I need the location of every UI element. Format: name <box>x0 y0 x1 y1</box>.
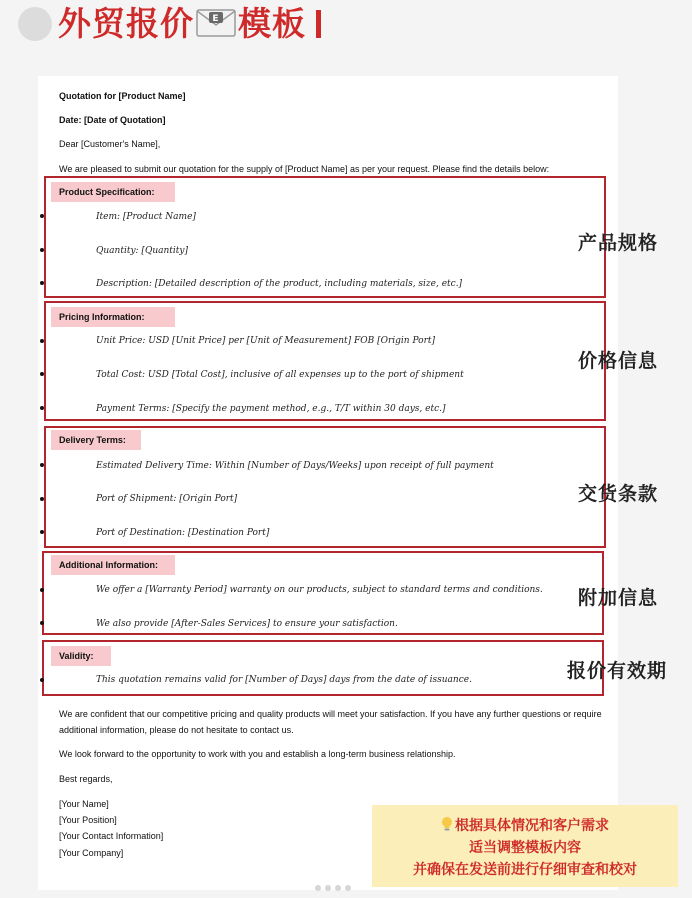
doc-intro: We are pleased to submit our quotation for the supply of [Product Name] as per your request. Please find the details below: <box>59 164 550 174</box>
doc-date: Date: [Date of Quotation] <box>59 115 166 125</box>
doc-regards: Best regards, <box>59 774 113 784</box>
side-label-delivery: 交货条款 <box>578 484 659 505</box>
tip-line-1 <box>372 814 678 836</box>
page-dot[interactable] <box>335 885 341 891</box>
list-item: Estimated Delivery Time: Within [Number of Days/Weeks] upon receipt of full payment <box>96 461 494 471</box>
bullet <box>40 621 44 625</box>
bullet <box>40 497 44 501</box>
list-item: Port of Destination: [Destination Port] <box>96 528 270 538</box>
section-heading-validity: Validity: <box>51 646 111 666</box>
tip-line-2: 适当调整模板内容 <box>469 839 581 855</box>
tip-note <box>372 805 678 887</box>
bullet <box>40 248 44 252</box>
bullet <box>40 678 44 682</box>
section-box-validity <box>42 640 604 696</box>
page-indicator[interactable] <box>315 882 375 894</box>
title-circle-decoration <box>18 7 52 41</box>
list-item: We also provide [After-Sales Services] to ensure your satisfaction. <box>96 619 398 629</box>
lightbulb-icon <box>441 816 453 832</box>
doc-heading: Quotation for [Product Name] <box>59 91 186 101</box>
list-item: Total Cost: USD [Total Cost], inclusive of all expenses up to the port of shipment <box>96 370 464 380</box>
signature-name: [Your Name] <box>59 799 109 809</box>
list-item: Quantity: [Quantity] <box>96 246 188 256</box>
side-label-additional: 附加信息 <box>578 588 659 609</box>
page-dot[interactable] <box>345 885 351 891</box>
bullet <box>40 214 44 218</box>
list-item: Port of Shipment: [Origin Port] <box>96 494 238 504</box>
section-heading-pricing: Pricing Information: <box>51 307 175 327</box>
section-heading-additional: Additional Information: <box>51 555 175 575</box>
bullet <box>40 588 44 592</box>
title-bar-decoration <box>316 10 321 38</box>
bullet <box>40 339 44 343</box>
quotation-document <box>38 76 618 890</box>
list-item: Item: [Product Name] <box>96 212 196 222</box>
title-text-part1: 外贸报价 <box>58 5 194 42</box>
doc-closing-paragraph: We are confident that our competitive pricing and quality products will meet your satisfaction. If you have any further questions or require additional information, please do not hesitate to contact us. <box>59 709 602 735</box>
side-label-validity: 报价有效期 <box>567 661 668 682</box>
list-item: Unit Price: USD [Unit Price] per [Unit of Measurement] FOB [Origin Port] <box>96 336 435 346</box>
doc-greeting: Dear [Customer's Name], <box>59 139 161 149</box>
tip-line-3: 并确保在发送前进行仔细审查和校对 <box>413 861 637 877</box>
bullet <box>40 406 44 410</box>
side-label-product-spec: 产品规格 <box>578 233 659 254</box>
svg-text:E: E <box>212 14 220 24</box>
page-dot[interactable] <box>325 885 331 891</box>
bullet <box>40 281 44 285</box>
list-item: This quotation remains valid for [Number of Days] days from the date of issuance. <box>96 675 472 685</box>
page-title-area <box>14 2 614 46</box>
list-item: Payment Terms: [Specify the payment method, e.g., T/T within 30 days, etc.] <box>96 404 446 414</box>
side-label-pricing: 价格信息 <box>578 351 659 372</box>
bullet <box>40 372 44 376</box>
tip-text-1: 根据具体情况和客户需求 <box>455 817 609 833</box>
page-title <box>58 2 321 46</box>
section-heading-product-spec: Product Specification: <box>51 182 175 202</box>
doc-closing-paragraph-2: We look forward to the opportunity to work with you and establish a long-term business relationship. <box>59 749 456 759</box>
list-item: Description: [Detailed description of the product, including materials, size, etc.] <box>96 279 463 289</box>
title-text-part2: 模板 <box>238 5 306 42</box>
signature-position: [Your Position] <box>59 815 117 825</box>
signature-contact: [Your Contact Information] <box>59 831 164 841</box>
bullet <box>40 463 44 467</box>
bullet <box>40 530 44 534</box>
list-item: We offer a [Warranty Period] warranty on our products, subject to standard terms and conditions. <box>96 585 543 595</box>
signature-company: [Your Company] <box>59 848 124 858</box>
page-dot[interactable] <box>315 885 321 891</box>
section-heading-delivery: Delivery Terms: <box>51 430 141 450</box>
envelope-e-icon <box>196 4 236 32</box>
